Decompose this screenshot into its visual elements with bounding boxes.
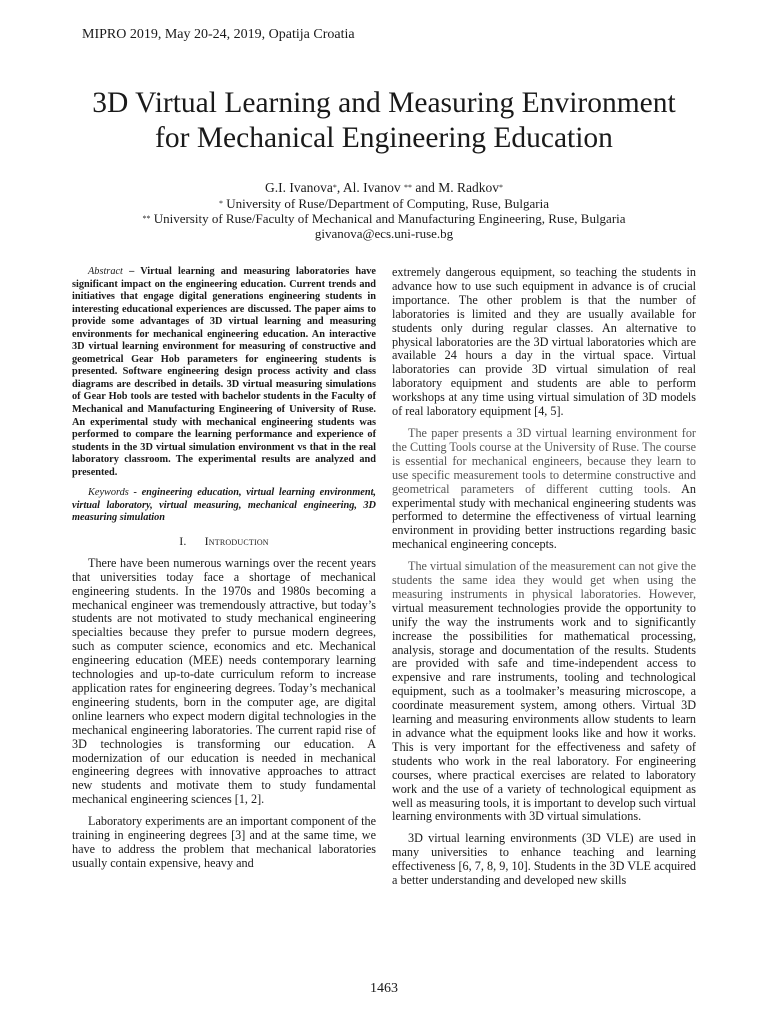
right-column [392,266,696,888]
section-number: I. [179,533,187,548]
affiliation-2 [40,211,728,226]
right-paragraph-2-rest: An experimental study with mechanical engineering students was performed to determine the effectiveness of virtual learning environment in providing better instructions regarding basic mechanical engineering concepts. [392,481,696,552]
author-email: givanova@ecs.uni-ruse.bg [314,226,454,241]
title-line-1: 3D Virtual Learning and Measuring Environment [92,87,676,119]
author-1-marker: * [332,183,337,192]
intro-paragraph-1: There have been numerous warnings over the recent years that universities today face a shortage of mechanical engineering students. In the 1970s and 1980s becoming a mechanical engineer was tremendously attractive, but today’s students are not motivated to study mechanical engineering specialties because they prefer to pursue modern degrees, such as computer science, economics and etc. Mechanical engineering education (MEE) needs contemporary learning technologies and up-to-date curriculum reform to increase application rates for engineering degrees. Today’s mechanical engineering students, born in the computer age, are digital online learners who expect modern digital technologies in the mechanical engineering laboratories. The current rapid rise of 3D technologies is transforming our education. A modernization of our education is needed in mechanical engineering degrees with innovative approaches to attract new students and motivate them to study fundamental mechanical engineering sciences [1, 2]. [72,555,376,807]
author-block [40,180,728,241]
affiliation-2-marker: ** [142,214,151,223]
title-line-2: for Mechanical Engineering Education [155,122,613,154]
intro-paragraph-2: Laboratory experiments are an important component of the training in engineering degrees [3] and at the same time, we have to address the problem that mechanical laboratories usually contain expensive, heavy and [72,814,376,870]
affiliation-1 [40,196,728,211]
left-column [72,266,376,871]
section-heading-introduction [72,535,376,549]
abstract-text: Virtual learning and measuring laboratories have significant impact on the engineering education. Current trends and initiatives that engage digital generations engineering students in interesting educational experiences are discussed. The paper aims to provide some advantages of 3D virtual learning and measuring environments for mechanical engineering education. An interactive 3D virtual learning environment for measuring of constructive and geometrical Gear Hob parameters for engineering students is presented. Software engineering design process activity and class diagrams are described in details. 3D virtual measuring simulations of Gear Hob tools are tested with bachelor students in the Faculty of Mechanical and Manufacturing Engineering of University of Ruse. An experimental study with mechanical engineering students was performed to compare the learning performance and experience of students in the 3D virtual simulation environment vs that in the real laboratory classroom. The experimental results are analyzed and presented. [72,266,376,478]
right-paragraph-3 [392,560,696,824]
affiliation-2-text: University of Ruse/Faculty of Mechanical and Manufacturing Engineering, Ruse, Bulgaria [150,211,626,226]
keywords [72,487,376,525]
keywords-label: Keywords [88,487,129,499]
author-3-marker: * [498,183,503,192]
affiliation-1-marker: * [218,199,223,208]
author-1: G.I. Ivanova [265,180,333,195]
section-title: Introduction [204,533,269,548]
abstract-dash: – [122,266,141,277]
right-paragraph-2-gray: The paper presents a 3D virtual learning environment for the Cutting Tools course at the University of Ruse. The course is essential for mechanical engineers, because they learn to use specific measurement tools to determine constructive and geometrical parameters of different cutting tools. [392,425,696,496]
page-number: 1463 [370,981,398,996]
abstract-label: Abstract [88,266,123,277]
conference-header: MIPRO 2019, May 20-24, 2019, Opatija Croatia [82,27,355,42]
right-paragraph-1: extremely dangerous equipment, so teaching the students in advance how to use such equipment in advance is of crucial importance. The other problem is that the number of laboratories is limited and they are usually available for students only during regular classes. An alternative to physical laboratories are the 3D virtual laboratories which are available 24 hours a day in the virtual space. Virtual laboratories can provide 3D virtual simulation of real laboratory equipment and students are able to perform workshops at any time using virtual simulation of 3D models of real laboratory equipment [4, 5]. [392,265,696,419]
keywords-text: - engineering education, virtual learning environment, virtual laboratory, virtual measuring, mechanical engineering, 3D measuring simulation [72,487,376,524]
author-2: , Al. Ivanov [336,180,404,195]
right-paragraph-2 [392,427,696,552]
right-paragraph-3-rest: virtual measurement technologies provide the opportunity to unify the way the instruments work and to significantly increase the possibilities for mathematical processing, analysis, storage and documentation of the results. Students are provided with safe and time-independent access to expensive and rare instruments, tooling and technological equipment, such as a toolmaker’s measuring microscope, a coordinate measurement system, among others. Virtual 3D learning and measuring environments allow students to learn in advance what the equipment looks like and how it works. This is very important for the effectiveness and safety of students who work in the real laboratory. For engineering courses, where practical exercises are related to laboratory work and the use of a variety of technological equipment as well as measuring tools, it is important to develop such virtual learning environments with 3D virtual simulations. [392,600,696,824]
affiliation-1-text: University of Ruse/Department of Computing, Ruse, Bulgaria [222,196,550,211]
right-paragraph-3-gray: The virtual simulation of the measurement can not give the students the same idea they would get when using the measuring instruments in physical laboratories. However, [392,559,697,601]
author-names [40,180,728,195]
paper-title [40,86,728,156]
author-2-marker: ** [403,183,412,192]
right-paragraph-4: 3D virtual learning environments (3D VLE) are used in many universities to enhance teaching and learning effectiveness [6, 7, 8, 9, 10]. Students in the 3D VLE acquired a better understanding and developed new skills [392,831,696,888]
author-3: and M. Radkov [411,180,499,195]
abstract [72,266,376,479]
